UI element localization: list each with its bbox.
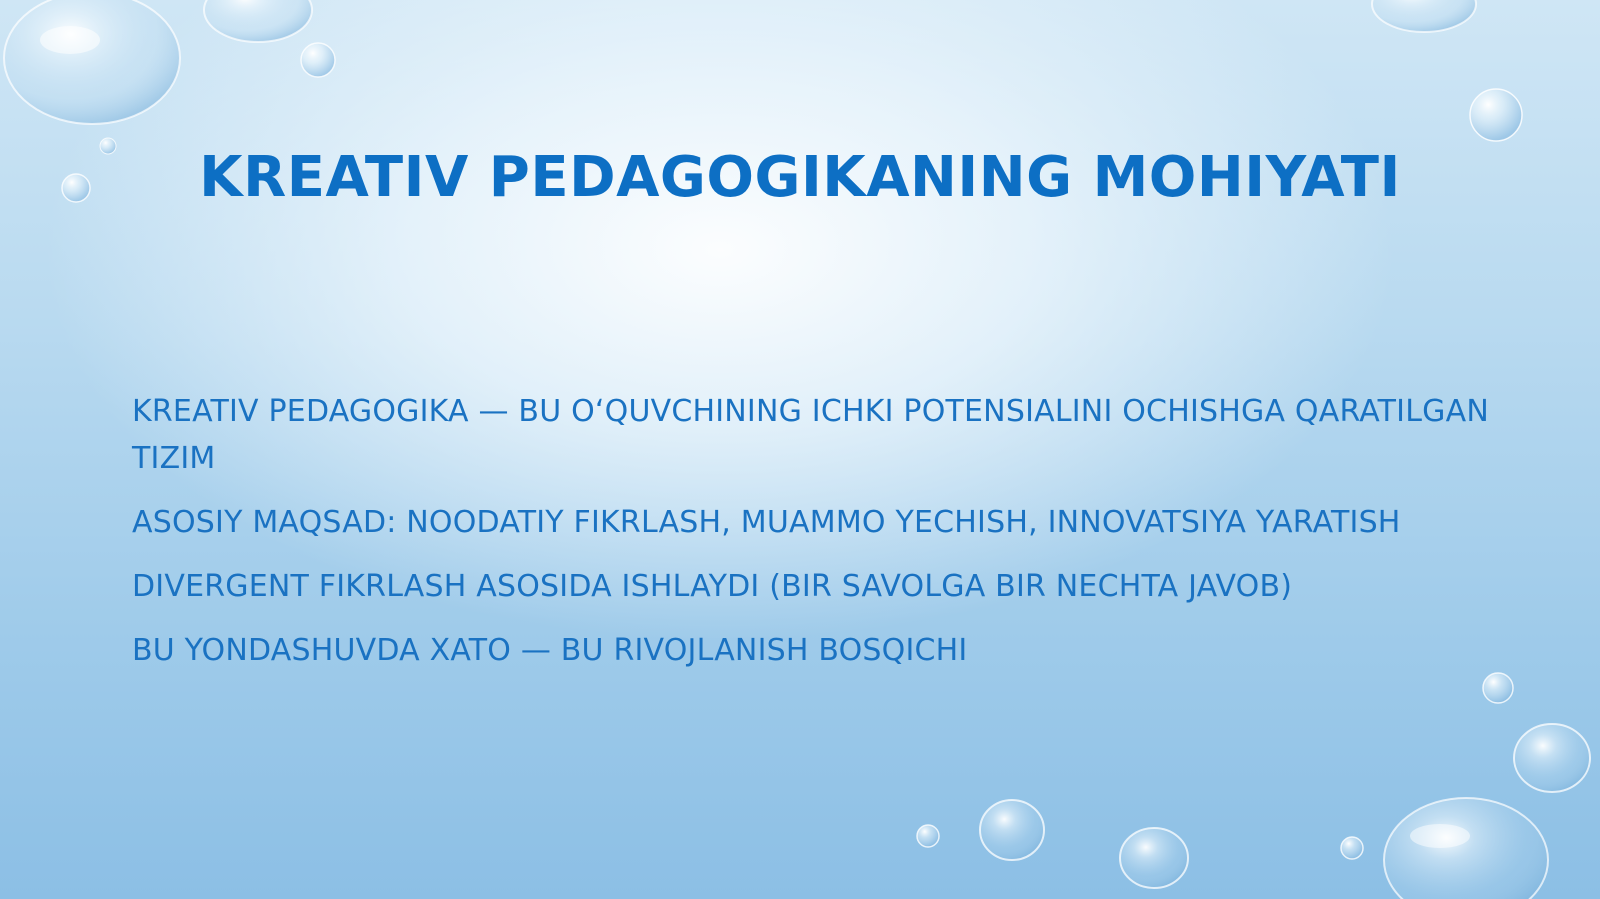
droplet-large-top-left xyxy=(4,0,180,124)
bullet-item: KREATIV PEDAGOGIKA — BU O‘QUVCHINING ICHKI POTENSIALINI OCHISHGA QARATILGAN TIZIM xyxy=(132,394,1489,476)
droplet-bottom-right xyxy=(1514,724,1590,792)
droplet-small xyxy=(1470,89,1522,141)
droplet-small xyxy=(1341,837,1363,859)
bullet-item: DIVERGENT FIKRLASH ASOSIDA ISHLAYDI (BIR SAVOLGA BIR NECHTA JAVOB) xyxy=(132,569,1293,604)
droplet-top-left-2 xyxy=(204,0,312,42)
droplet-top-right xyxy=(1372,0,1476,32)
droplet-bottom-center xyxy=(980,800,1044,860)
droplet-bottom-center-2 xyxy=(1120,828,1188,888)
bullet-list xyxy=(132,388,1502,691)
slide-title: KREATIV PEDAGOGIKANING MOHIYATI xyxy=(199,145,1401,210)
bullet-item: ASOSIY MAQSAD: NOODATIY FIKRLASH, MUAMMO YECHISH, INNOVATSIYA YARATISH xyxy=(132,505,1401,540)
bullet-item: BU YONDASHUVDA XATO — BU RIVOJLANISH BOSQICHI xyxy=(132,633,968,668)
droplet-large-bottom-right xyxy=(1384,798,1548,899)
droplet-small xyxy=(301,43,335,77)
droplet-small xyxy=(917,825,939,847)
